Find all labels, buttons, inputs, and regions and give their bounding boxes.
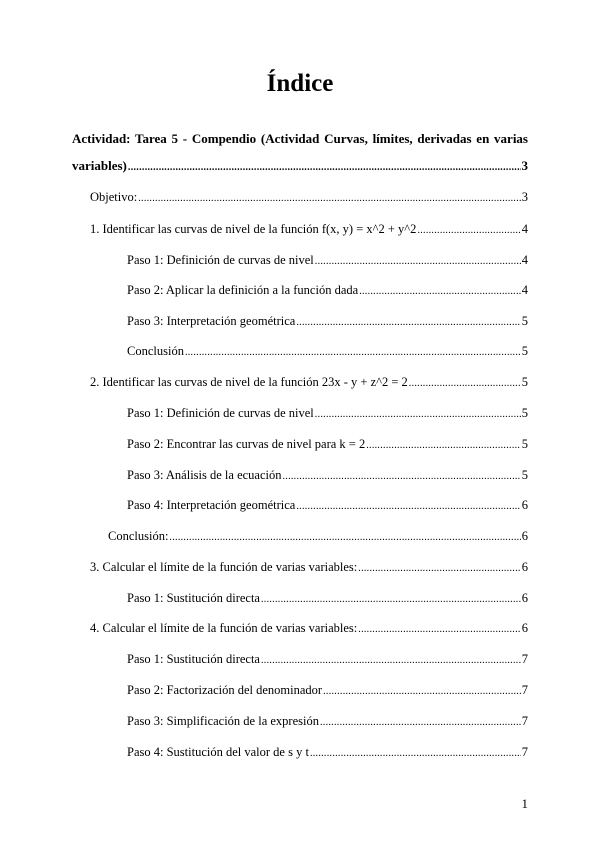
toc-page-number: 6 xyxy=(521,591,528,605)
toc-entry-s4-paso-2[interactable] xyxy=(127,682,528,700)
toc-entry-label: Paso 2: Factorización del denominador xyxy=(127,683,323,697)
toc-main-entry[interactable] xyxy=(72,125,528,181)
toc-main-entry-line2 xyxy=(72,152,528,181)
toc-entry-label: Conclusión: xyxy=(108,529,169,543)
toc-entry-label: Paso 1: Sustitución directa xyxy=(127,652,260,666)
dot-leader xyxy=(358,622,520,638)
toc-page-number: 5 xyxy=(521,375,528,389)
toc-page-number: 7 xyxy=(521,745,528,759)
toc-page-number: 5 xyxy=(521,406,528,420)
toc-entry-s2-conclusion[interactable] xyxy=(108,528,528,546)
toc-page-number: 6 xyxy=(521,560,528,574)
page-title: Índice xyxy=(266,70,334,97)
dot-leader xyxy=(320,715,521,731)
dot-leader xyxy=(358,561,520,577)
toc-entry-label: 2. Identificar las curvas de nivel de la función 23x - y + z^2 = 2 xyxy=(90,375,408,389)
toc-page-number: 5 xyxy=(521,314,528,328)
toc-page-number: 5 xyxy=(521,437,528,451)
dot-leader xyxy=(417,223,520,239)
toc-entry-label: 4. Calcular el límite de la función de varias variables: xyxy=(90,621,358,635)
toc-entry-s3-paso-1[interactable] xyxy=(127,590,528,608)
toc-page-number: 5 xyxy=(521,344,528,358)
toc-entry-s4-paso-3[interactable] xyxy=(127,713,528,731)
toc-page-number: 6 xyxy=(521,621,528,635)
toc-main-entry-line1: Actividad: Tarea 5 - Compendio (Actividad Curvas, límites, derivadas en varias xyxy=(72,131,528,146)
toc-entry-label: 1. Identificar las curvas de nivel de la función f(x, y) = x^2 + y^2 xyxy=(90,222,417,236)
toc-page-number: 4 xyxy=(521,283,528,297)
toc-entry-label: Paso 4: Interpretación geométrica xyxy=(127,498,296,512)
toc-entry-label: Paso 1: Definición de curvas de nivel xyxy=(127,406,314,420)
toc-main-entry-label: variables) xyxy=(72,158,127,173)
toc-entry-label: Paso 3: Interpretación geométrica xyxy=(127,314,296,328)
toc-page-number: 7 xyxy=(521,652,528,666)
toc-entry-label: Paso 2: Aplicar la definición a la función dada xyxy=(127,283,359,297)
dot-leader xyxy=(315,254,521,270)
toc-page-number: 3 xyxy=(521,190,528,204)
toc-entry-objetivo[interactable] xyxy=(90,189,528,207)
toc-entry-label: Paso 3: Análisis de la ecuación xyxy=(127,468,282,482)
toc-page-number: 7 xyxy=(521,714,528,728)
toc-entry-section-3[interactable] xyxy=(90,559,528,577)
footer-page-number: 1 xyxy=(521,796,528,811)
toc-page-number: 4 xyxy=(521,253,528,267)
dot-leader xyxy=(315,407,521,423)
toc-entry-s2-paso-4[interactable] xyxy=(127,497,528,515)
dot-leader xyxy=(323,684,521,700)
dot-leader xyxy=(261,592,521,608)
dot-leader xyxy=(128,154,521,181)
toc-entry-s1-paso-2[interactable] xyxy=(127,282,528,300)
dot-leader xyxy=(359,284,521,300)
dot-leader xyxy=(366,438,521,454)
toc-entry-label: Paso 2: Encontrar las curvas de nivel para k = 2 xyxy=(127,437,366,451)
toc-entry-label: Paso 1: Sustitución directa xyxy=(127,591,260,605)
dot-leader xyxy=(185,345,521,361)
toc-entry-s4-paso-4[interactable] xyxy=(127,744,528,762)
toc-entry-s1-paso-3[interactable] xyxy=(127,313,528,331)
toc-page-number: 3 xyxy=(521,158,528,173)
toc-page-number: 6 xyxy=(521,529,528,543)
toc-entry-s1-paso-1[interactable] xyxy=(127,252,528,270)
dot-leader xyxy=(261,653,521,669)
toc-page-number: 7 xyxy=(521,683,528,697)
toc-entry-s1-conclusion[interactable] xyxy=(127,343,528,361)
toc-entry-s4-paso-1[interactable] xyxy=(127,651,528,669)
dot-leader xyxy=(169,530,520,546)
dot-leader xyxy=(138,191,521,207)
toc-entry-s2-paso-3[interactable] xyxy=(127,467,528,485)
toc-entry-label: Objetivo: xyxy=(90,190,138,204)
toc-page-number: 5 xyxy=(521,468,528,482)
toc-page-number: 4 xyxy=(521,222,528,236)
toc-entry-label: Paso 1: Definición de curvas de nivel xyxy=(127,253,314,267)
toc-page-number: 6 xyxy=(521,498,528,512)
toc-entry-label: 3. Calcular el límite de la función de varias variables: xyxy=(90,560,358,574)
toc-entry-section-1[interactable] xyxy=(90,221,528,239)
toc-entry-label: Paso 3: Simplificación de la expresión xyxy=(127,714,319,728)
toc-entry-label: Paso 4: Sustitución del valor de s y t xyxy=(127,745,309,759)
dot-leader xyxy=(282,469,520,485)
dot-leader xyxy=(409,376,521,392)
toc-entry-s2-paso-1[interactable] xyxy=(127,405,528,423)
dot-leader xyxy=(296,315,520,331)
dot-leader xyxy=(296,499,520,515)
dot-leader xyxy=(310,746,521,762)
toc-entry-section-4[interactable] xyxy=(90,620,528,638)
toc-entry-s2-paso-2[interactable] xyxy=(127,436,528,454)
toc-entry-label: Conclusión xyxy=(127,344,184,358)
toc-entry-section-2[interactable] xyxy=(90,374,528,392)
